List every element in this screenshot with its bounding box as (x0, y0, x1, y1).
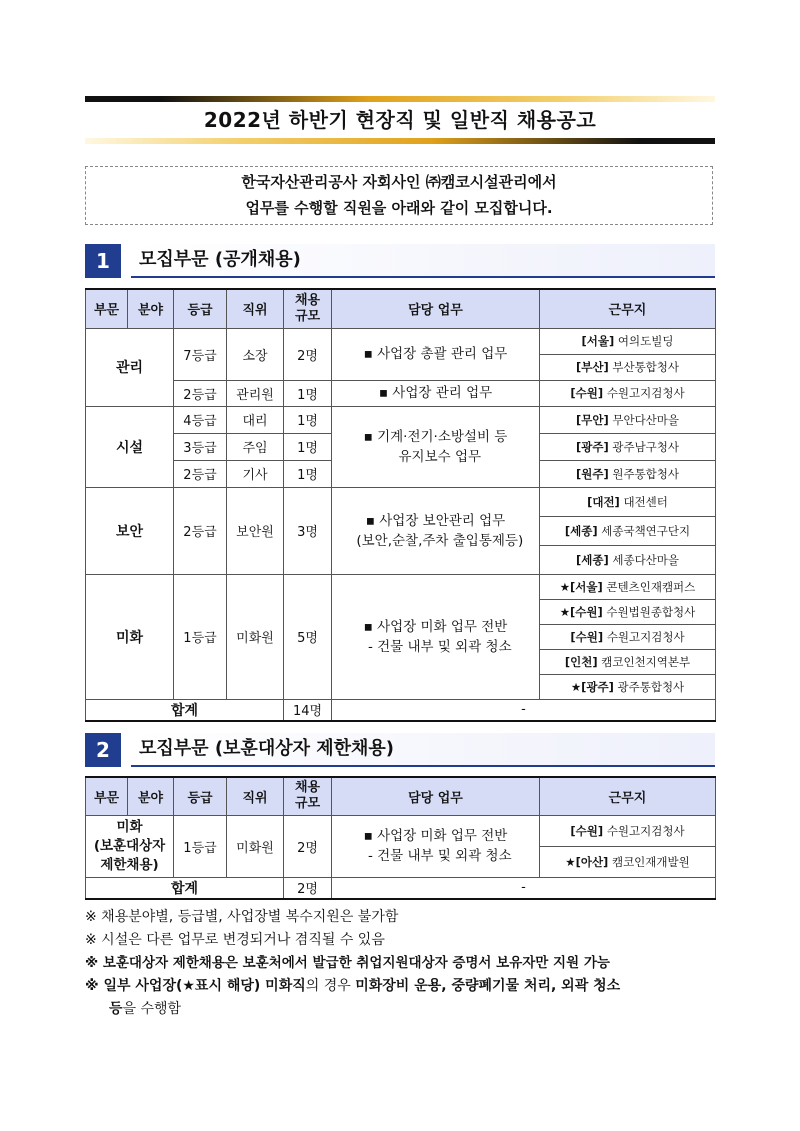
total-count: 2명 (284, 877, 332, 899)
table-total-row (86, 877, 716, 899)
note-2: ※ 시설은 다른 업무로 변경되거나 겸직될 수 있음 (85, 932, 385, 948)
count-cell: 1명 (284, 380, 332, 406)
section-1-number: 1 (85, 244, 121, 278)
table-veteran-recruitment (85, 776, 716, 900)
location-cell (540, 649, 716, 674)
table-row (86, 574, 716, 599)
location-label: [원주] (575, 466, 609, 481)
table-header-row (86, 777, 716, 815)
duty-cell: ▪ 사업장 보안관리 업무 (보안,순찰,주차 출입통제등) (332, 487, 540, 574)
location-label: [서울] (581, 334, 615, 348)
position-cell: 관리원 (227, 380, 284, 406)
duty-cell: ▪ 사업장 미화 업무 전반 - 건물 내부 및 외곽 청소 (332, 574, 540, 699)
location-label: ★[서울] (559, 579, 603, 594)
location-label: [무안] (575, 412, 609, 427)
location-label: ★[아산] (565, 854, 609, 869)
location-label: ★[광주] (570, 679, 614, 694)
position-cell: 주임 (227, 433, 284, 460)
location-place: 수원고지검청사 (606, 629, 685, 644)
location-cell (540, 674, 716, 699)
header-duty: 담당 업무 (332, 777, 540, 815)
location-place: 여의도빌딩 (617, 334, 674, 348)
duty-cell: ▪ 사업장 관리 업무 (332, 380, 540, 406)
table-open-recruitment (85, 288, 716, 722)
location-place: 세종국책연구단지 (601, 523, 691, 538)
location-cell (540, 354, 716, 380)
location-cell (540, 433, 716, 460)
location-label: [부산] (575, 360, 609, 374)
section-2-header (85, 733, 715, 767)
count-cell: 1명 (284, 406, 332, 433)
header-field: 분야 (128, 289, 174, 328)
dept-facility: 시설 (86, 406, 174, 487)
header-grade: 등급 (174, 289, 227, 328)
position-cell: 기사 (227, 460, 284, 487)
header-position: 직위 (227, 289, 284, 328)
section-2-number: 2 (85, 733, 121, 767)
count-cell: 1명 (284, 460, 332, 487)
location-place: 수원고지검청사 (606, 823, 685, 838)
location-cell (540, 599, 716, 624)
grade-cell: 7등급 (174, 328, 227, 380)
note-3: ※ 보훈대상자 제한채용은 보훈처에서 발급한 취업지원대상자 증명서 보유자만 지원 가능 (85, 955, 610, 971)
location-label: [세종] (564, 523, 598, 538)
notes-block (85, 906, 725, 1021)
location-cell (540, 380, 716, 406)
header-field: 분야 (128, 777, 174, 815)
grade-cell: 2등급 (174, 460, 227, 487)
location-label: [광주] (575, 439, 609, 454)
dept-mgmt: 관리 (86, 328, 174, 406)
total-dash: - (332, 877, 716, 899)
total-dash: - (332, 699, 716, 721)
note-4-part-c: 미화장비 운용, 중량폐기물 처리, 외곽 청소 (355, 978, 621, 994)
location-label: [인천] (564, 654, 598, 669)
location-cell (540, 846, 716, 877)
header-scale: 채용 규모 (284, 289, 332, 328)
intro-line-1: 한국자산관리공사 자회사인 ㈜캠코시설관리에서 (241, 173, 557, 191)
note-4-part-a: ※ 일부 사업장(★표시 해당) 미화직 (85, 978, 306, 994)
position-cell: 미화원 (227, 574, 284, 699)
table-row (86, 815, 716, 846)
dept-cleaning-veteran: 미화 (보훈대상자 제한채용) (86, 815, 174, 877)
location-place: 부산통합청사 (612, 360, 680, 374)
total-label: 합계 (86, 877, 284, 899)
dept-cleaning: 미화 (86, 574, 174, 699)
count-cell: 1명 (284, 433, 332, 460)
location-cell (540, 328, 716, 354)
total-label: 합계 (86, 699, 284, 721)
location-cell (540, 516, 716, 545)
location-label: [수원] (570, 823, 604, 838)
section-2-title: 모집부문 (보훈대상자 제한채용) (131, 733, 715, 767)
location-place: 콘텐츠인재캠퍼스 (606, 579, 696, 594)
location-place: 캠코인천지역본부 (601, 654, 691, 669)
grade-cell: 2등급 (174, 487, 227, 574)
duty-cell: ▪ 사업장 미화 업무 전반 - 건물 내부 및 외곽 청소 (332, 815, 540, 877)
grade-cell: 4등급 (174, 406, 227, 433)
table-row (86, 328, 716, 354)
position-cell: 대리 (227, 406, 284, 433)
note-4-part-b: 의 경우 (305, 978, 356, 994)
dept-security: 보안 (86, 487, 174, 574)
location-cell (540, 574, 716, 599)
location-place: 세종다산마을 (612, 552, 680, 567)
location-place: 수원법원종합청사 (606, 604, 696, 619)
location-place: 대전센터 (623, 494, 668, 509)
location-place: 수원고지검청사 (606, 386, 685, 400)
location-place: 광주통합청사 (617, 679, 685, 694)
duty-cell: ▪ 사업장 총괄 관리 업무 (332, 328, 540, 380)
location-cell (540, 406, 716, 433)
position-cell: 보안원 (227, 487, 284, 574)
count-cell: 5명 (284, 574, 332, 699)
note-1: ※ 채용분야별, 등급별, 사업장별 복수지원은 불가함 (85, 909, 399, 925)
section-1-title: 모집부문 (공개채용) (131, 244, 715, 278)
location-place: 무안다산마을 (612, 412, 680, 427)
grade-cell: 3등급 (174, 433, 227, 460)
total-count: 14명 (284, 699, 332, 721)
location-cell (540, 624, 716, 649)
intro-box (85, 166, 713, 225)
header-location: 근무지 (540, 777, 716, 815)
grade-cell: 1등급 (174, 574, 227, 699)
title-top-bar (85, 96, 715, 102)
table-total-row (86, 699, 716, 721)
location-label: ★[수원] (559, 604, 603, 619)
location-place: 원주통합청사 (612, 466, 680, 481)
table-row (86, 487, 716, 516)
header-dept: 부문 (86, 289, 128, 328)
location-place: 캠코인재개발원 (611, 854, 690, 869)
note-4-part-d: 등 (109, 1001, 123, 1017)
position-cell: 미화원 (227, 815, 284, 877)
location-label: [수원] (570, 386, 604, 400)
grade-cell: 2등급 (174, 380, 227, 406)
position-cell: 소장 (227, 328, 284, 380)
location-label: [세종] (575, 552, 609, 567)
grade-cell: 1등급 (174, 815, 227, 877)
header-scale: 채용 규모 (284, 777, 332, 815)
intro-line-2: 업무를 수행할 직원을 아래와 같이 모집합니다. (245, 199, 553, 217)
table-row (86, 380, 716, 406)
header-dept: 부문 (86, 777, 128, 815)
table-header-row (86, 289, 716, 328)
section-1-header (85, 244, 715, 278)
location-cell (540, 815, 716, 846)
count-cell: 3명 (284, 487, 332, 574)
location-cell (540, 487, 716, 516)
title-bottom-bar (85, 138, 715, 144)
count-cell: 2명 (284, 328, 332, 380)
location-label: [수원] (570, 629, 604, 644)
count-cell: 2명 (284, 815, 332, 877)
note-4-part-e: 을 수행함 (122, 1001, 182, 1017)
header-grade: 등급 (174, 777, 227, 815)
location-label: [대전] (587, 494, 620, 509)
location-cell (540, 545, 716, 574)
header-location: 근무지 (540, 289, 716, 328)
page-title: 2022년 하반기 현장직 및 일반직 채용공고 (203, 108, 597, 132)
header-duty: 담당 업무 (332, 289, 540, 328)
header-position: 직위 (227, 777, 284, 815)
note-4 (85, 975, 715, 1021)
location-cell (540, 460, 716, 487)
location-place: 광주남구청사 (612, 439, 680, 454)
duty-cell: ▪ 기계·전기·소방설비 등 유지보수 업무 (332, 406, 540, 487)
table-row (86, 406, 716, 433)
